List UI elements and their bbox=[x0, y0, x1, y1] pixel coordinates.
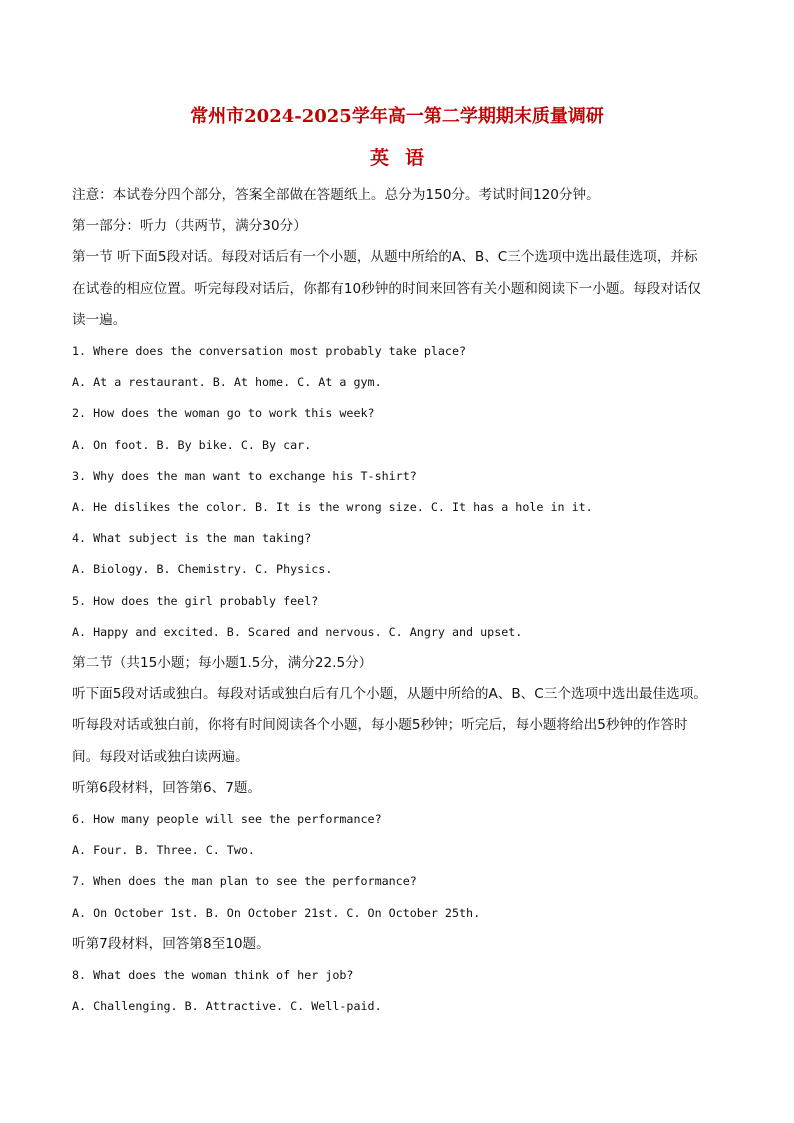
question-2-options: A. On foot. B. By bike. C. By car. bbox=[72, 438, 312, 452]
subject-title: 英语 bbox=[369, 147, 440, 169]
section-two-directions-line-1: 听下面5段对话或独白。每段对话或独白后有几个小题，从题中所给的A、B、C三个选项中选出最佳选项。 bbox=[72, 686, 707, 702]
exam-notice: 注意：本试卷分四个部分，答案全部做在答题纸上。总分为150分。考试时间120分钟。 bbox=[72, 187, 600, 203]
question-5-options: A. Happy and excited. B. Scared and nervous. C. Angry and upset. bbox=[72, 625, 523, 639]
question-1-options: A. At a restaurant. B. At home. C. At a gym. bbox=[72, 375, 382, 389]
question-5: 5. How does the girl probably feel? bbox=[72, 594, 319, 608]
question-8: 8. What does the woman think of her job? bbox=[72, 968, 354, 982]
question-4: 4. What subject is the man taking? bbox=[72, 531, 312, 545]
material-7-label: 听第7段材料，回答第8至10题。 bbox=[72, 936, 270, 952]
section-two-heading: 第二节（共15小题；每小题1.5分，满分22.5分） bbox=[72, 655, 373, 671]
question-1: 1. Where does the conversation most probably take place? bbox=[72, 344, 467, 358]
section-one-directions-line-3: 读一遍。 bbox=[72, 312, 127, 328]
section-one-directions-line-1: 第一节 听下面5段对话。每段对话后有一个小题，从题中所给的A、B、C三个选项中选出最佳选项，并标 bbox=[72, 249, 698, 265]
material-6-label: 听第6段材料，回答第6、7题。 bbox=[72, 780, 262, 796]
part-one-heading: 第一部分：听力（共两节，满分30分） bbox=[72, 218, 307, 234]
section-two-directions-line-2: 听每段对话或独白前，你将有时间阅读各个小题，每小题5秒钟；听完后，每小题将给出5秒钟的作答时 bbox=[72, 717, 688, 733]
question-4-options: A. Biology. B. Chemistry. C. Physics. bbox=[72, 562, 333, 576]
section-one-directions-line-2: 在试卷的相应位置。听完每段对话后，你都有10秒钟的时间来回答有关小题和阅读下一小题。每段对话仅 bbox=[72, 281, 702, 297]
question-8-options: A. Challenging. B. Attractive. C. Well-paid. bbox=[72, 999, 382, 1013]
question-7: 7. When does the man plan to see the performance? bbox=[72, 874, 417, 888]
question-6: 6. How many people will see the performance? bbox=[72, 812, 382, 826]
question-2: 2. How does the woman go to work this week? bbox=[72, 406, 375, 420]
question-3-options: A. He dislikes the color. B. It is the wrong size. C. It has a hole in it. bbox=[72, 500, 593, 514]
exam-title: 常州市2024-2025学年高一第二学期期末质量调研 bbox=[190, 106, 604, 127]
question-6-options: A. Four. B. Three. C. Two. bbox=[72, 843, 255, 857]
section-two-directions-line-3: 间。每段对话或独白读两遍。 bbox=[72, 749, 249, 765]
question-7-options: A. On October 1st. B. On October 21st. C. On October 25th. bbox=[72, 906, 481, 920]
question-3: 3. Why does the man want to exchange his T-shirt? bbox=[72, 469, 417, 483]
